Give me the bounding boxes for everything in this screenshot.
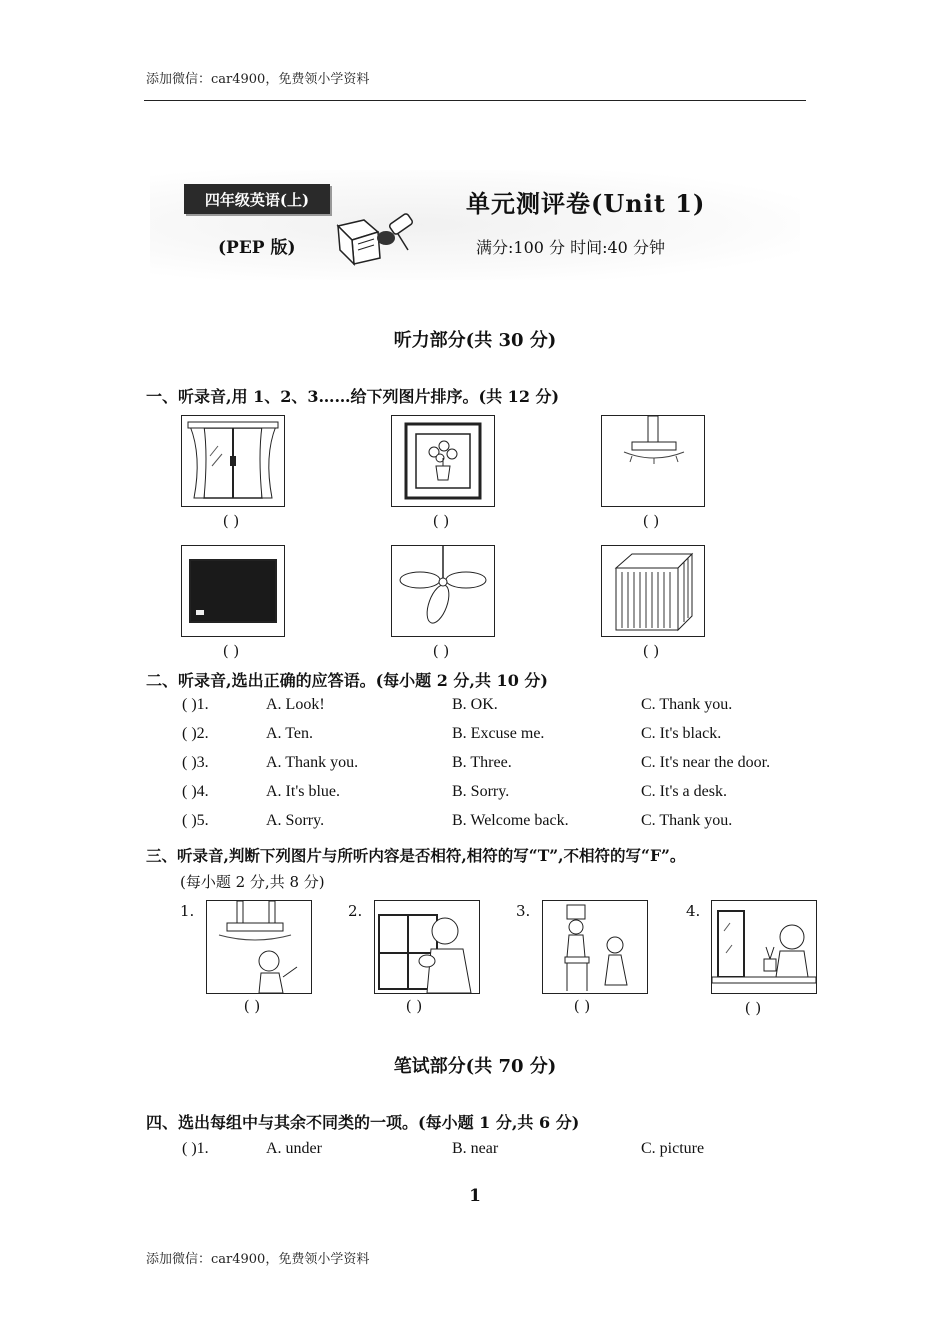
q3-light-boy-picture [206, 900, 312, 994]
q2-item-5-number[interactable]: ( )5. [182, 812, 209, 829]
q3-blank-4[interactable]: ( ) [744, 999, 762, 1017]
q2-item-1-option-b: B. OK. [452, 696, 498, 713]
q3-number-3: 3. [516, 902, 531, 920]
grade-badge: 四年级英语(上) [184, 184, 330, 214]
q2-title: 二、听录音,选出正确的应答语。(每小题 2 分,共 10 分) [146, 671, 548, 690]
window-picture [181, 415, 285, 507]
fan-picture [391, 545, 495, 637]
score-time-meta: 满分:100 分 时间:40 分钟 [476, 238, 665, 257]
q1-blank-4[interactable]: ( ) [222, 642, 240, 660]
q3-title: 三、听录音,判断下列图片与所听内容是否相符,相符的写“T”,不相符的写“F”。 [146, 846, 686, 865]
watermark-top: 添加微信：car4900，免费领小学资料 [146, 72, 370, 87]
q3-number-1: 1. [180, 902, 195, 920]
q2-item-2-option-c: C. It's black. [641, 725, 722, 742]
q3-blank-3[interactable]: ( ) [573, 997, 591, 1015]
edition-label: (PEP 版) [218, 238, 296, 258]
watermark-bottom: 添加微信：car4900，免费领小学资料 [146, 1252, 370, 1267]
header-divider [144, 100, 806, 101]
q2-item-2-number[interactable]: ( )2. [182, 725, 209, 742]
q2-item-2-option-b: B. Excuse me. [452, 725, 545, 742]
q2-item-3-option-b: B. Three. [452, 754, 512, 771]
q3-blank-2[interactable]: ( ) [405, 997, 423, 1015]
framed-flower-picture [391, 415, 495, 507]
q2-item-4-number[interactable]: ( )4. [182, 783, 209, 800]
q1-blank-6[interactable]: ( ) [642, 642, 660, 660]
q4-item-1-option-b: B. near [452, 1140, 499, 1157]
page-title: 单元测评卷(Unit 1) [466, 189, 706, 218]
q1-title: 一、听录音,用 1、2、3……给下列图片排序。(共 12 分) [146, 387, 560, 406]
q4-item-1-option-c: C. picture [641, 1140, 705, 1157]
q3-number-2: 2. [348, 902, 363, 920]
box-picture [601, 545, 705, 637]
q2-item-5-option-b: B. Welcome back. [452, 812, 569, 829]
q2-item-4-option-c: C. It's a desk. [641, 783, 727, 800]
q2-item-3-option-c: C. It's near the door. [641, 754, 771, 771]
q4-title: 四、选出每组中与其余不同类的一项。(每小题 1 分,共 6 分) [146, 1113, 580, 1132]
q3-girl-chair-picture [542, 900, 648, 994]
q2-item-2-option-a: A. Ten. [266, 725, 314, 742]
q1-blank-3[interactable]: ( ) [642, 512, 660, 530]
q2-item-4-option-b: B. Sorry. [452, 783, 510, 800]
light-picture [601, 415, 705, 507]
q4-item-1-option-a: A. under [266, 1140, 322, 1157]
writing-heading: 笔试部分(共 70 分) [393, 1056, 557, 1077]
q3-window-plant-picture [711, 900, 817, 994]
q2-item-1-number[interactable]: ( )1. [182, 696, 209, 713]
q2-item-1-option-a: A. Look! [266, 696, 325, 713]
q2-item-3-option-a: A. Thank you. [266, 754, 359, 771]
blackboard-picture [181, 545, 285, 637]
q3-subtitle: (每小题 2 分,共 8 分) [180, 873, 325, 891]
q3-window-man-picture [374, 900, 480, 994]
q2-item-5-option-c: C. Thank you. [641, 812, 733, 829]
q3-number-4: 4. [686, 902, 701, 920]
q1-blank-1[interactable]: ( ) [222, 512, 240, 530]
q2-item-3-number[interactable]: ( )3. [182, 754, 209, 771]
q4-item-1-number[interactable]: ( )1. [182, 1140, 209, 1157]
q2-item-5-option-a: A. Sorry. [266, 812, 325, 829]
q1-blank-5[interactable]: ( ) [432, 642, 450, 660]
page-number: 1 [469, 1186, 481, 1206]
q3-blank-1[interactable]: ( ) [243, 997, 261, 1015]
q2-item-1-option-c: C. Thank you. [641, 696, 733, 713]
listening-heading: 听力部分(共 30 分) [393, 330, 557, 351]
q1-blank-2[interactable]: ( ) [432, 512, 450, 530]
book-icon [334, 206, 420, 266]
q2-item-4-option-a: A. It's blue. [266, 783, 340, 800]
